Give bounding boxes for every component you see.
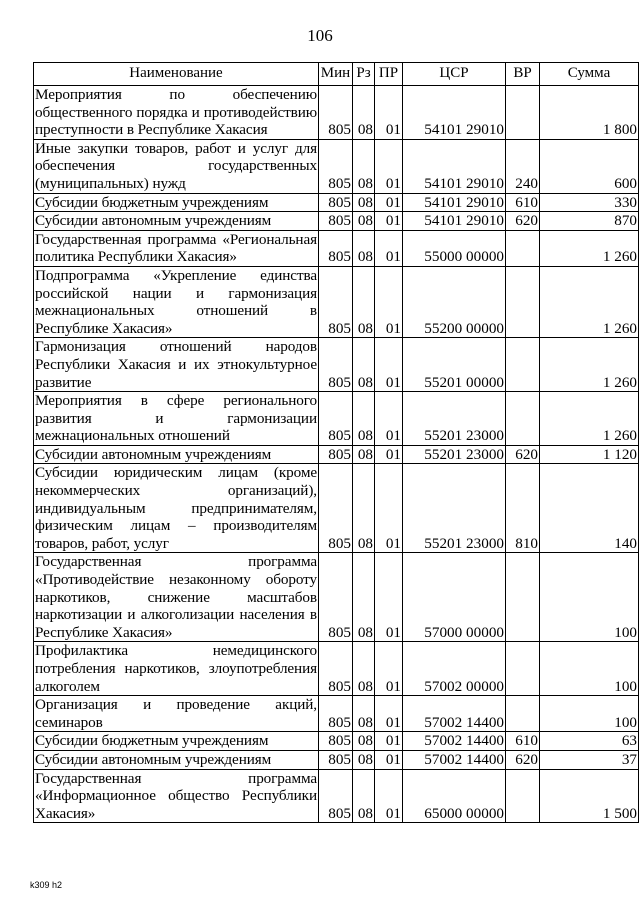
row-csr: 55201 23000 [403, 445, 506, 464]
row-vr [506, 553, 540, 642]
row-min: 805 [319, 750, 353, 769]
row-vr [506, 338, 540, 392]
row-pr: 01 [375, 750, 403, 769]
row-min: 805 [319, 338, 353, 392]
header-min: Мин [319, 63, 353, 86]
row-vr [506, 230, 540, 266]
row-min: 805 [319, 732, 353, 751]
row-name: Субсидии бюджетным учреждениям [34, 732, 319, 751]
row-pr: 01 [375, 553, 403, 642]
row-name: Иные закупки товаров, работ и услуг для обеспечения государственных (муниципальных) нужд [35, 139, 317, 192]
row-rz: 08 [353, 696, 375, 732]
row-sum: 600 [540, 139, 639, 193]
row-sum: 100 [540, 553, 639, 642]
row-rz: 08 [353, 553, 375, 642]
row-csr: 57002 14400 [403, 750, 506, 769]
row-csr: 54101 29010 [403, 212, 506, 231]
table-row [34, 139, 639, 193]
row-pr: 01 [375, 392, 403, 446]
row-name: Государственная программа «Региональная политика Республики Хакасия» [35, 230, 317, 266]
row-sum: 1 260 [540, 392, 639, 446]
row-csr: 57002 14400 [403, 732, 506, 751]
row-name: Субсидии бюджетным учреждениям [34, 193, 319, 212]
row-rz: 08 [353, 193, 375, 212]
row-csr: 55201 23000 [403, 392, 506, 446]
row-name: Субсидии автономным учреждениям [34, 445, 319, 464]
table-row [34, 193, 639, 212]
row-rz: 08 [353, 445, 375, 464]
row-vr: 620 [506, 445, 540, 464]
row-pr: 01 [375, 266, 403, 337]
row-rz: 08 [353, 464, 375, 553]
row-pr: 01 [375, 338, 403, 392]
row-rz: 08 [353, 732, 375, 751]
row-rz: 08 [353, 212, 375, 231]
row-pr: 01 [375, 139, 403, 193]
row-min: 805 [319, 193, 353, 212]
row-rz: 08 [353, 750, 375, 769]
row-rz: 08 [353, 139, 375, 193]
row-csr: 54101 29010 [403, 139, 506, 193]
row-vr [506, 392, 540, 446]
row-min: 805 [319, 212, 353, 231]
row-vr [506, 696, 540, 732]
row-csr: 54101 29010 [403, 86, 506, 140]
row-pr: 01 [375, 86, 403, 140]
row-pr: 01 [375, 445, 403, 464]
header-sum: Сумма [540, 63, 639, 86]
header-vr: ВР [506, 63, 540, 86]
row-vr [506, 642, 540, 696]
table-row [34, 553, 639, 642]
table-row [34, 769, 639, 823]
row-rz: 08 [353, 338, 375, 392]
row-min: 805 [319, 769, 353, 823]
row-sum: 37 [540, 750, 639, 769]
row-csr: 55200 00000 [403, 266, 506, 337]
row-csr: 55201 23000 [403, 464, 506, 553]
row-min: 805 [319, 445, 353, 464]
row-vr: 610 [506, 732, 540, 751]
table-row [34, 642, 639, 696]
row-csr: 55201 00000 [403, 338, 506, 392]
row-sum: 63 [540, 732, 639, 751]
row-csr: 57002 00000 [403, 642, 506, 696]
row-pr: 01 [375, 464, 403, 553]
row-vr: 610 [506, 193, 540, 212]
row-sum: 1 260 [540, 230, 639, 266]
row-rz: 08 [353, 642, 375, 696]
table-row [34, 750, 639, 769]
table-row [34, 392, 639, 446]
footer-code: k309 h2 [30, 880, 63, 890]
row-min: 805 [319, 139, 353, 193]
row-pr: 01 [375, 642, 403, 696]
row-sum: 100 [540, 696, 639, 732]
row-csr: 57000 00000 [403, 553, 506, 642]
row-csr: 57002 14400 [403, 696, 506, 732]
row-sum: 1 120 [540, 445, 639, 464]
row-vr [506, 266, 540, 337]
row-pr: 01 [375, 230, 403, 266]
row-name: Гармонизация отношений народов Республики Хакасия и их этнокультурное развитие [35, 338, 317, 391]
row-csr: 65000 00000 [403, 769, 506, 823]
row-rz: 08 [353, 769, 375, 823]
row-name: Субсидии юридическим лицам (кроме некоммерческих организаций), индивидуальным предпринимателям, физическим лицам – производителям товаров, работ, услуг [35, 464, 317, 552]
row-min: 805 [319, 230, 353, 266]
header-csr: ЦСР [403, 63, 506, 86]
row-min: 805 [319, 266, 353, 337]
row-pr: 01 [375, 732, 403, 751]
row-name: Государственная программа «Противодействие незаконному обороту наркотиков, снижение масштабов наркотизации и алкоголизации населения в Республике Хакасия» [35, 553, 317, 641]
row-sum: 140 [540, 464, 639, 553]
table-row [34, 464, 639, 553]
row-csr: 55000 00000 [403, 230, 506, 266]
row-sum: 330 [540, 193, 639, 212]
table-row [34, 86, 639, 140]
table-row [34, 696, 639, 732]
row-name: Государственная программа «Информационное общество Республики Хакасия» [35, 769, 317, 822]
row-name: Мероприятия по обеспечению общественного порядка и противодействию преступности в Республике Хакасия [35, 86, 317, 139]
row-rz: 08 [353, 392, 375, 446]
row-name: Подпрограмма «Укрепление единства российской нации и гармонизация межнациональных отношений в Республике Хакасия» [35, 266, 317, 337]
row-vr: 620 [506, 212, 540, 231]
budget-table [33, 62, 639, 823]
table-row [34, 212, 639, 231]
row-pr: 01 [375, 769, 403, 823]
table-row [34, 266, 639, 337]
row-sum: 1 260 [540, 266, 639, 337]
row-min: 805 [319, 696, 353, 732]
row-pr: 01 [375, 193, 403, 212]
row-rz: 08 [353, 230, 375, 266]
row-rz: 08 [353, 86, 375, 140]
row-pr: 01 [375, 696, 403, 732]
row-sum: 1 260 [540, 338, 639, 392]
row-vr: 620 [506, 750, 540, 769]
row-name: Организация и проведение акций, семинаров [35, 696, 317, 731]
row-min: 805 [319, 464, 353, 553]
table-row [34, 230, 639, 266]
row-min: 805 [319, 553, 353, 642]
row-vr [506, 769, 540, 823]
row-min: 805 [319, 642, 353, 696]
row-csr: 54101 29010 [403, 193, 506, 212]
row-name: Профилактика немедицинского потребления наркотиков, злоупотребления алкоголем [35, 642, 317, 695]
row-min: 805 [319, 86, 353, 140]
row-rz: 08 [353, 266, 375, 337]
table-row [34, 445, 639, 464]
row-vr: 240 [506, 139, 540, 193]
row-vr [506, 86, 540, 140]
row-sum: 1 800 [540, 86, 639, 140]
table-header-row [34, 63, 639, 86]
row-sum: 100 [540, 642, 639, 696]
header-name: Наименование [34, 63, 319, 86]
row-name: Субсидии автономным учреждениям [34, 750, 319, 769]
table-row [34, 732, 639, 751]
row-vr: 810 [506, 464, 540, 553]
header-pr: ПР [375, 63, 403, 86]
row-pr: 01 [375, 212, 403, 231]
row-name: Субсидии автономным учреждениям [34, 212, 319, 231]
table-row [34, 338, 639, 392]
header-rz: Рз [353, 63, 375, 86]
row-sum: 1 500 [540, 769, 639, 823]
page-number: 106 [307, 26, 333, 45]
row-name: Мероприятия в сфере регионального развития и гармонизации межнациональных отношений [35, 392, 317, 445]
row-min: 805 [319, 392, 353, 446]
row-sum: 870 [540, 212, 639, 231]
